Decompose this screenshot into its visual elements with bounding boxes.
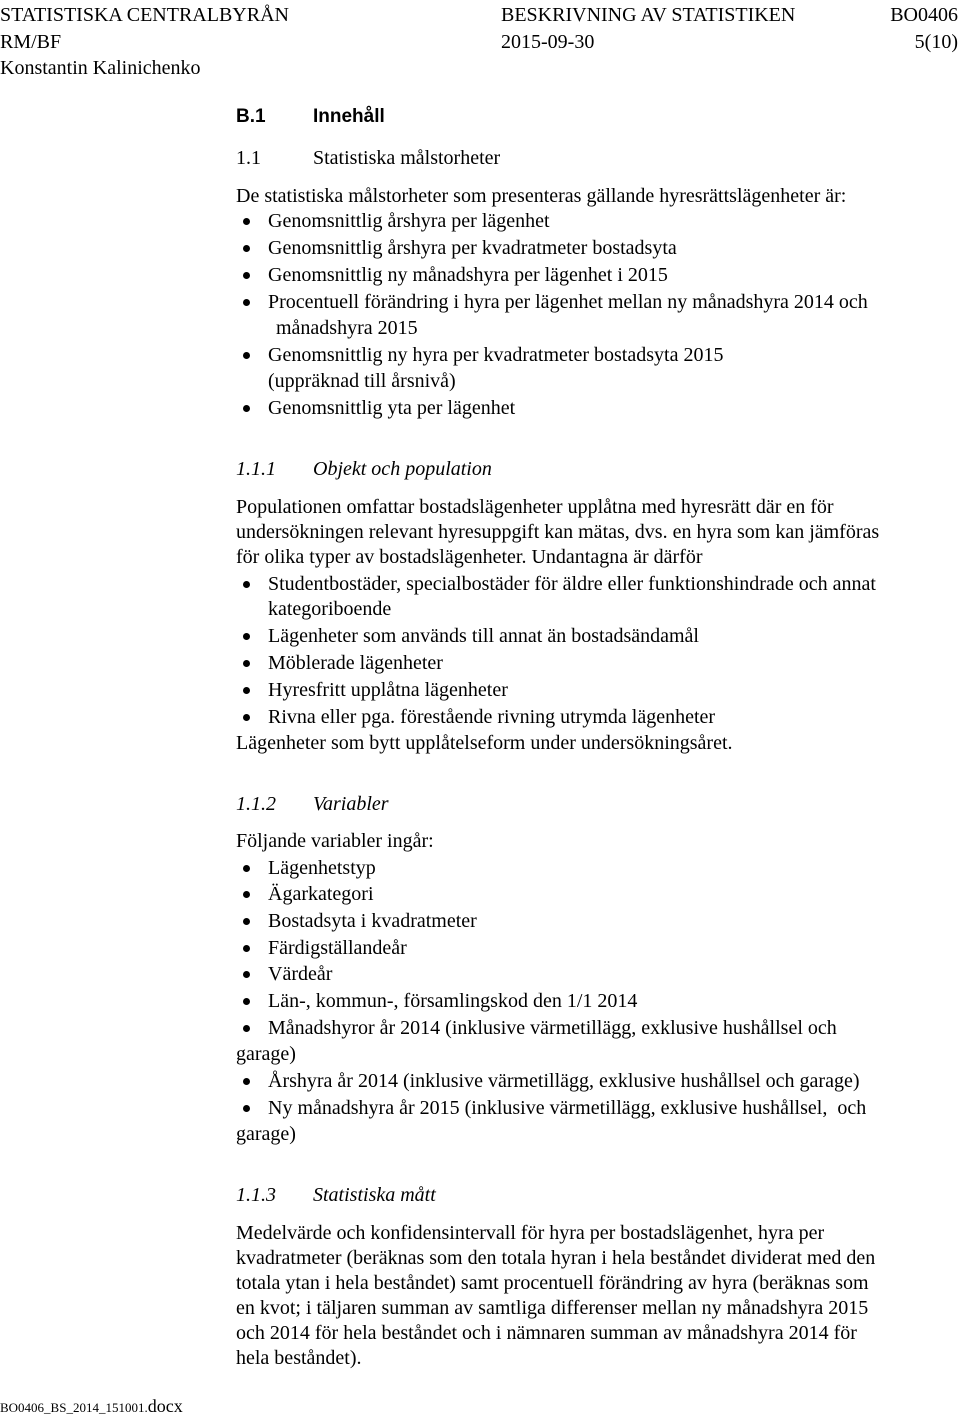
list-item-text: Genomsnittlig årshyra per kvadratmeter bostadsyta bbox=[268, 237, 677, 259]
paragraph-line: för olika typer av bostadslägenheter. Undantagna är därför bbox=[236, 546, 703, 568]
list-item bbox=[0, 909, 960, 933]
list-item bbox=[0, 236, 960, 260]
bullet-icon bbox=[243, 971, 250, 978]
list-item bbox=[0, 989, 960, 1013]
footer-filename: BO0406_BS_2014_151001. bbox=[0, 1400, 148, 1415]
list-item-text: Bostadsyta i kvadratmeter bbox=[268, 910, 477, 932]
doc-type: BESKRIVNING AV STATISTIKEN bbox=[501, 4, 796, 26]
bullet-icon bbox=[243, 687, 250, 694]
chapter-number: B.1 bbox=[236, 106, 266, 127]
bullet-icon bbox=[243, 891, 250, 898]
paragraph-line: och 2014 för hela beståndet och i nämnaren summan av månadshyra 2014 för bbox=[236, 1322, 857, 1344]
list-item-text: Lägenhetstyp bbox=[268, 857, 376, 879]
bullet-icon bbox=[243, 633, 250, 640]
section-title: Statistiska målstorheter bbox=[313, 147, 501, 169]
paragraph-line: undersökningen relevant hyresuppgift kan mätas, dvs. en hyra som kan jämföras bbox=[236, 521, 880, 543]
list-item-text: Ägarkategori bbox=[268, 883, 374, 905]
list-item bbox=[0, 624, 960, 648]
list-item bbox=[0, 962, 960, 986]
page-footer bbox=[0, 1395, 183, 1419]
list-item-text: Lägenheter som används till annat än bostadsändamål bbox=[268, 625, 699, 647]
list-item-text: Värdeår bbox=[268, 963, 333, 985]
list-item-text: Hyresfritt upplåtna lägenheter bbox=[268, 679, 508, 701]
bullet-icon bbox=[243, 945, 250, 952]
list-item bbox=[0, 343, 960, 367]
department: RM/BF bbox=[0, 31, 62, 53]
subsection-number: 1.1.3 bbox=[236, 1184, 276, 1206]
list-item-text: Årshyra år 2014 (inklusive värmetillägg, exklusive hushållsel och garage) bbox=[268, 1070, 860, 1092]
subsection-title: Variabler bbox=[313, 793, 389, 815]
list-item-text: Studentbostäder, specialbostäder för äldre eller funktionshindrade och annat bbox=[268, 573, 876, 595]
bullet-icon bbox=[243, 218, 250, 225]
list-item-continuation: garage) bbox=[236, 1043, 296, 1065]
bullet-icon bbox=[243, 1078, 250, 1085]
doc-date: 2015-09-30 bbox=[501, 31, 595, 53]
list-item-continuation: kategoriboende bbox=[268, 598, 392, 620]
list-item bbox=[0, 396, 960, 420]
bullet-icon bbox=[243, 405, 250, 412]
paragraph-line: Lägenheter som bytt upplåtelseform under undersökningsåret. bbox=[236, 732, 733, 754]
list-item-text: Rivna eller pga. förestående rivning utrymda lägenheter bbox=[268, 706, 716, 728]
subsection-number: 1.1.1 bbox=[236, 458, 276, 480]
bullet-icon bbox=[243, 272, 250, 279]
page-number: 5(10) bbox=[914, 31, 958, 53]
list-item-continuation: garage) bbox=[236, 1123, 296, 1145]
bullet-icon bbox=[243, 865, 250, 872]
paragraph-line: totala ytan i hela beståndet) samt procentuell förändring av hyra (beräknas som bbox=[236, 1272, 869, 1294]
list-item bbox=[0, 209, 960, 233]
bullet-icon bbox=[243, 299, 250, 306]
list-item-text: Möblerade lägenheter bbox=[268, 652, 443, 674]
bullet-icon bbox=[243, 1105, 250, 1112]
list-item-text: Färdigställandeår bbox=[268, 937, 407, 959]
list-item-text: Ny månadshyra år 2015 (inklusive värmetillägg, exklusive hushållsel, och bbox=[268, 1097, 867, 1119]
list-item-text: Genomsnittlig årshyra per lägenhet bbox=[268, 210, 550, 232]
list-item-continuation: månadshyra 2015 bbox=[276, 317, 418, 339]
list-item bbox=[0, 936, 960, 960]
list-item bbox=[0, 882, 960, 906]
paragraph-line: en kvot; i täljaren summan av samtliga differenser mellan ny månadshyra 2015 bbox=[236, 1297, 869, 1319]
list-item bbox=[0, 1096, 960, 1120]
list-item-text: Län-, kommun-, församlingskod den 1/1 2014 bbox=[268, 990, 638, 1012]
paragraph-line: Populationen omfattar bostadslägenheter upplåtna med hyresrätt där en för bbox=[236, 496, 834, 518]
doc-code: BO0406 bbox=[890, 4, 958, 26]
list-item-text: Procentuell förändring i hyra per lägenhet mellan ny månadshyra 2014 och bbox=[268, 291, 868, 313]
author: Konstantin Kalinichenko bbox=[0, 57, 201, 79]
list-item bbox=[0, 651, 960, 675]
bullet-icon bbox=[243, 245, 250, 252]
list-item-text: Genomsnittlig ny hyra per kvadratmeter bostadsyta 2015 bbox=[268, 344, 724, 366]
subsection-title: Objekt och population bbox=[313, 458, 492, 480]
bullet-icon bbox=[243, 998, 250, 1005]
list-item-text: Genomsnittlig ny månadshyra per lägenhet i 2015 bbox=[268, 264, 668, 286]
bullet-icon bbox=[243, 714, 250, 721]
footer-file-extension: docx bbox=[147, 1396, 183, 1416]
list-item bbox=[0, 705, 960, 729]
bullet-icon bbox=[243, 352, 250, 359]
org-name: STATISTISKA CENTRALBYRÅN bbox=[0, 4, 289, 26]
chapter-title: Innehåll bbox=[313, 106, 385, 127]
list-item-text: Genomsnittlig yta per lägenhet bbox=[268, 397, 516, 419]
subsection-title: Statistiska mått bbox=[313, 1184, 436, 1206]
paragraph-line: kvadratmeter (beräknas som den totala hyran i hela beståndet dividerat med den bbox=[236, 1247, 876, 1269]
list-item-continuation: (uppräknad till årsnivå) bbox=[268, 370, 456, 392]
subsection-number: 1.1.2 bbox=[236, 793, 276, 815]
section-number: 1.1 bbox=[236, 147, 261, 169]
paragraph-line: Medelvärde och konfidensintervall för hyra per bostadslägenhet, hyra per bbox=[236, 1222, 825, 1244]
bullet-icon bbox=[243, 918, 250, 925]
list-item bbox=[0, 856, 960, 880]
list-item bbox=[0, 263, 960, 287]
list-item bbox=[0, 1016, 960, 1040]
paragraph-line: hela beståndet). bbox=[236, 1347, 362, 1369]
paragraph-line: Följande variabler ingår: bbox=[236, 830, 434, 852]
bullet-icon bbox=[243, 1025, 250, 1032]
list-item bbox=[0, 572, 960, 596]
list-item bbox=[0, 290, 960, 314]
bullet-icon bbox=[243, 660, 250, 667]
paragraph-line: De statistiska målstorheter som presenteras gällande hyresrättslägenheter är: bbox=[236, 185, 847, 207]
bullet-icon bbox=[243, 581, 250, 588]
list-item-text: Månadshyror år 2014 (inklusive värmetillägg, exklusive hushållsel och bbox=[268, 1017, 837, 1039]
list-item bbox=[0, 678, 960, 702]
list-item bbox=[0, 1069, 960, 1093]
